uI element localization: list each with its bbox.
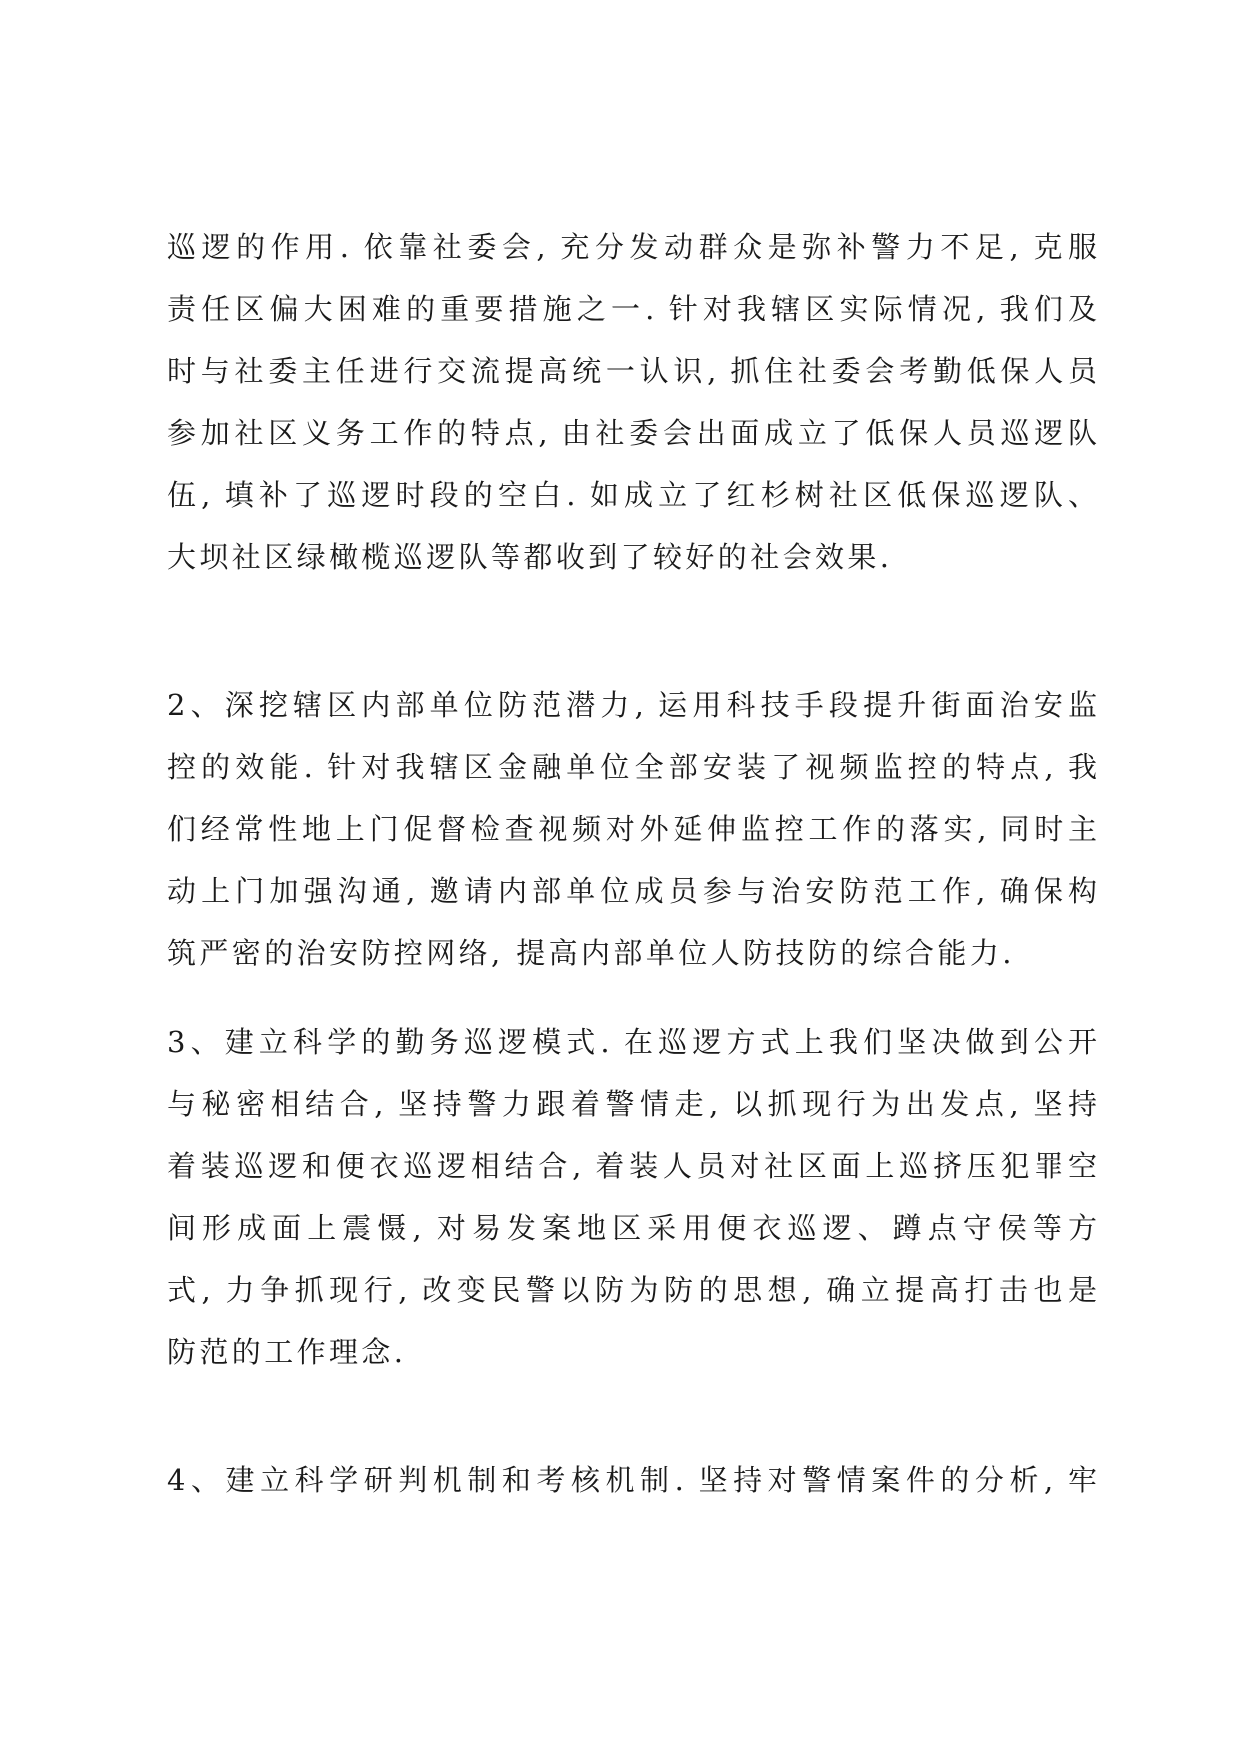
text-line: 控的效能. 针对我辖区金融单位全部安装了视频监控的特点, 我 (167, 750, 1097, 784)
text-line: 筑严密的治安防控网络, 提高内部单位人防技防的综合能力. (167, 936, 1015, 970)
text-line: 大坝社区绿橄榄巡逻队等都收到了较好的社会效果. (167, 540, 893, 574)
text-line: 着装巡逻和便衣巡逻相结合, 着装人员对社区面上巡挤压犯罪空 (167, 1149, 1097, 1183)
paragraph-patrol-role (167, 216, 1097, 588)
text-line: 4、建立科学研判机制和考核机制. 坚持对警情案件的分析, 牢 (167, 1463, 1097, 1497)
text-line: 巡逻的作用. 依靠社委会, 充分发动群众是弥补警力不足, 克服 (167, 230, 1097, 264)
text-line: 动上门加强沟通, 邀请内部单位成员参与治安防范工作, 确保构 (167, 874, 1097, 908)
text-line: 责任区偏大困难的重要措施之一. 针对我辖区实际情况, 我们及 (167, 292, 1097, 326)
text-line: 们经常性地上门促督检查视频对外延伸监控工作的落实, 同时主 (167, 812, 1097, 846)
text-line: 时与社委主任进行交流提高统一认识, 抓住社委会考勤低保人员 (167, 354, 1097, 388)
text-line: 间形成面上震慑, 对易发案地区采用便衣巡逻、蹲点守侯等方 (167, 1211, 1097, 1245)
text-line: 式, 力争抓现行, 改变民警以防为防的思想, 确立提高打击也是 (167, 1273, 1097, 1307)
paragraph-item-3 (167, 1011, 1097, 1383)
text-line: 伍, 填补了巡逻时段的空白. 如成立了红杉树社区低保巡逻队、 (167, 478, 1097, 512)
text-line: 3、建立科学的勤务巡逻模式. 在巡逻方式上我们坚决做到公开 (167, 1025, 1097, 1059)
paragraph-item-2 (167, 674, 1097, 984)
text-line: 2、深挖辖区内部单位防范潜力, 运用科技手段提升街面治安监 (167, 688, 1097, 722)
text-line: 与秘密相结合, 坚持警力跟着警情走, 以抓现行为出发点, 坚持 (167, 1087, 1097, 1121)
text-line: 参加社区义务工作的特点, 由社委会出面成立了低保人员巡逻队 (167, 416, 1097, 450)
text-line: 防范的工作理念. (167, 1335, 407, 1369)
paragraph-item-4 (167, 1449, 1097, 1511)
